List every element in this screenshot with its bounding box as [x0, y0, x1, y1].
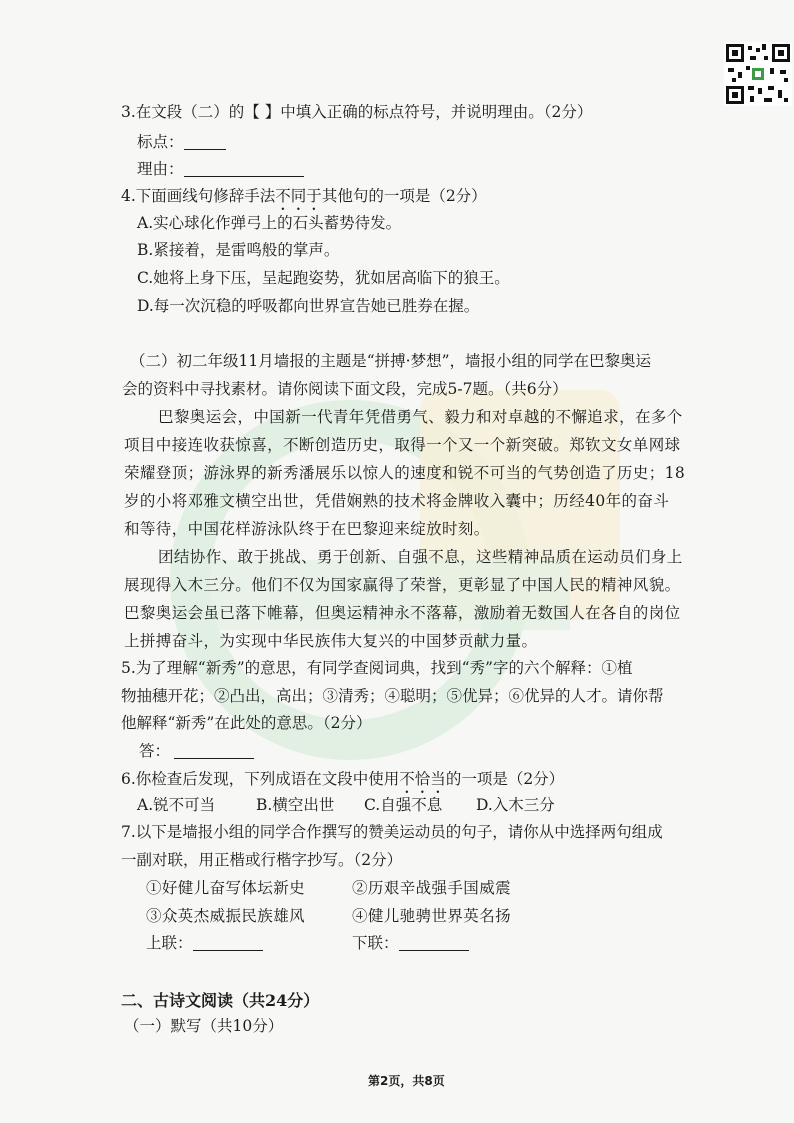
q3-stem: 3.在文段（二）的【 】中填入正确的标点符号，并说明理由。（2分） — [121, 103, 593, 121]
q4-option-c: C.她将上身下压，呈起跑姿势，犹如居高临下的狼王。 — [137, 269, 510, 287]
q3-reason-row — [137, 159, 304, 179]
q3-reason-blank[interactable] — [184, 162, 304, 177]
q6-stem-post: 的一项是（2分） — [445, 770, 565, 788]
section2-intro-line1: （二）初二年级11月墙报的主题是“拼搏·梦想”，墙报小组的同学在巴黎奥运 — [130, 352, 652, 370]
q7-item-2: ②历艰辛战强手国威震 — [352, 879, 512, 897]
qr-code — [724, 42, 792, 106]
q6-stem-emphasis: 不恰当 — [399, 770, 446, 788]
section2-intro-line2: 会的资料中寻找素材。请你阅读下面文段，完成5-7题。（共6分） — [122, 380, 568, 398]
q4-stem-pre: 4.下面画线句修辞手法 — [121, 187, 276, 205]
q3-punct-label: 标点： — [137, 133, 184, 151]
q5-line2: 物抽穗开花；②凸出，高出；③清秀；④聪明；⑤优异；⑥优异的人才。请你帮 — [121, 687, 664, 705]
passage-p1-line5: 和等待，中国花样游泳队终于在巴黎迎来绽放时刻。 — [124, 520, 490, 538]
q6-stem — [121, 769, 564, 797]
q7-lower-blank[interactable] — [399, 936, 469, 951]
passage-p1-line2: 项目中接连收获惊喜，不断创造历史，取得一个又一个新突破。郑钦文女单网球 — [124, 436, 681, 454]
q5-answer-blank[interactable] — [174, 744, 254, 759]
passage-p2-line2: 展现得入木三分。他们不仅为国家赢得了荣誉，更彰显了中国人民的精神风貌。 — [124, 576, 681, 594]
q7-upper-blank[interactable] — [193, 936, 263, 951]
q6-option-d: D.入木三分 — [476, 796, 555, 814]
part2-subtitle: （一）默写（共10分） — [124, 1017, 284, 1035]
q5-line1: 5.为了理解“新秀”的意思，有同学查阅词典，找到“秀”字的六个解释：①植 — [121, 659, 633, 677]
q7-upper-label: 上联： — [146, 934, 193, 952]
q7-item-4: ④健儿驰骋世界英名扬 — [352, 907, 512, 925]
q7-item-3: ③众英杰威振民族雄风 — [146, 907, 306, 925]
q4-option-d: D.每一次沉稳的呼吸都向世界宣告她已胜券在握。 — [137, 297, 480, 315]
q3-reason-label: 理由： — [137, 160, 184, 178]
q7-line1: 7.以下是墙报小组的同学合作撰写的赞美运动员的句子，请你从中选择两句组成 — [121, 823, 663, 841]
q7-item-1: ①好健儿奋写体坛新史 — [146, 879, 306, 897]
passage-p1-line4: 岁的小将邓雅文横空出世，凭借娴熟的技术将金牌收入囊中；历经40年的奋斗 — [124, 492, 670, 510]
q3-punct-blank[interactable] — [184, 135, 226, 150]
q5-line3: 他解释“新秀”在此处的意思。（2分） — [121, 714, 372, 732]
q4-stem-emphasis: 不同于 — [275, 187, 322, 205]
q4-stem-post: 其他句的一项是（2分） — [321, 187, 487, 205]
q4-stem — [121, 186, 487, 214]
page-footer: 第2页，共8页 — [368, 1074, 445, 1088]
q6-option-b: B.横空出世 — [256, 796, 335, 814]
q7-lower-row — [352, 933, 469, 953]
passage-p1-line1: 巴黎奥运会，中国新一代青年凭借勇气、毅力和对卓越的不懈追求，在多个 — [158, 408, 683, 426]
passage-p2-line4: 上拼搏奋斗，为实现中华民族伟大复兴的中国梦贡献力量。 — [124, 632, 538, 650]
q6-stem-pre: 6.你检查后发现，下列成语在文段中使用 — [121, 770, 400, 788]
q6-option-c: C.自强不息 — [364, 796, 443, 814]
q4-option-a: A.实心球化作弹弓上的石头蓄势待发。 — [137, 214, 402, 232]
q6-option-a: A.锐不可当 — [137, 796, 216, 814]
q5-answer-label: 答： — [139, 742, 171, 760]
q7-upper-row — [146, 933, 263, 953]
q7-lower-label: 下联： — [352, 934, 399, 952]
q4-option-b: B.紧接着，是雷鸣般的掌声。 — [137, 241, 340, 259]
passage-p2-line3: 巴黎奥运会虽已落下帷幕，但奥运精神永不落幕，激励着无数国人在各自的岗位 — [124, 604, 681, 622]
passage-p2-line1: 团结协作、敢于挑战、勇于创新、自强不息，这些精神品质在运动员们身上 — [158, 548, 683, 566]
q5-answer-row — [139, 741, 254, 761]
q7-line2: 一副对联，用正楷或行楷字抄写。（2分） — [121, 851, 403, 869]
passage-p1-line3: 荣耀登顶；游泳界的新秀潘展乐以惊人的速度和锐不可当的气势创造了历史；18 — [124, 464, 686, 482]
q3-punct-row — [137, 132, 226, 152]
part2-title: 二、古诗文阅读（共24分） — [121, 991, 320, 1010]
